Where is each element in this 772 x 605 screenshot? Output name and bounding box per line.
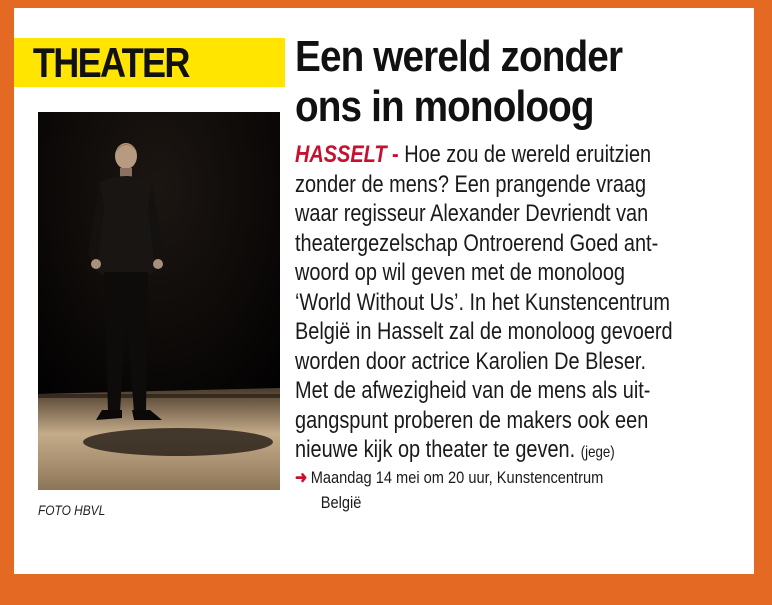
article-line-9: Met de afwezigheid van de mens als uit-	[295, 377, 651, 404]
article-line-10: gangspunt proberen de makers ook een	[295, 406, 649, 434]
event-info	[295, 465, 755, 515]
section-label-text: THEATER	[32, 38, 189, 86]
article-line-7: België in Hasselt zal de monoloog gevoerd	[295, 318, 673, 345]
dateline: HASSELT	[295, 141, 387, 168]
event-info-line-2: België	[320, 493, 362, 512]
article-line-8: worden door actrice Karolien De Bleser.	[295, 347, 646, 375]
photo-credit: FOTO HBVL	[38, 502, 106, 518]
headline	[295, 32, 745, 132]
article-line-1	[295, 140, 677, 170]
article-text: nieuwe kijk op theater te geven.	[295, 436, 576, 463]
actor-on-stage-image	[38, 112, 280, 490]
article-photo	[38, 112, 280, 490]
headline-line-1: Een wereld zonder	[295, 32, 623, 81]
article-line-2: zonder de mens? Een prangende vraag	[295, 170, 647, 198]
article-body	[295, 140, 755, 468]
arrow-right-icon: ➜	[295, 468, 308, 487]
article-line-5: woord op wil geven met de monoloog	[295, 259, 625, 286]
article-line-6: ‘World Without Us’. In het Kunstencentrum	[295, 288, 670, 316]
event-date-text: Maandag 14 mei om 20 uur, Kunstencentrum	[310, 468, 604, 487]
event-info-line-1	[295, 465, 691, 490]
dateline-dash: -	[386, 141, 405, 168]
section-label	[14, 38, 285, 87]
author-credit: (jege)	[580, 444, 615, 461]
article-text: Hoe zou de wereld eruitzien	[404, 141, 652, 168]
article-line-3: waar regisseur Alexander Devriendt van	[295, 200, 649, 227]
article-line-4: theatergezelschap Ontroerend Goed ant-	[295, 229, 659, 257]
headline-line-2: ons in monoloog	[295, 82, 594, 131]
article-card	[14, 8, 754, 574]
article-line-11	[295, 435, 677, 468]
